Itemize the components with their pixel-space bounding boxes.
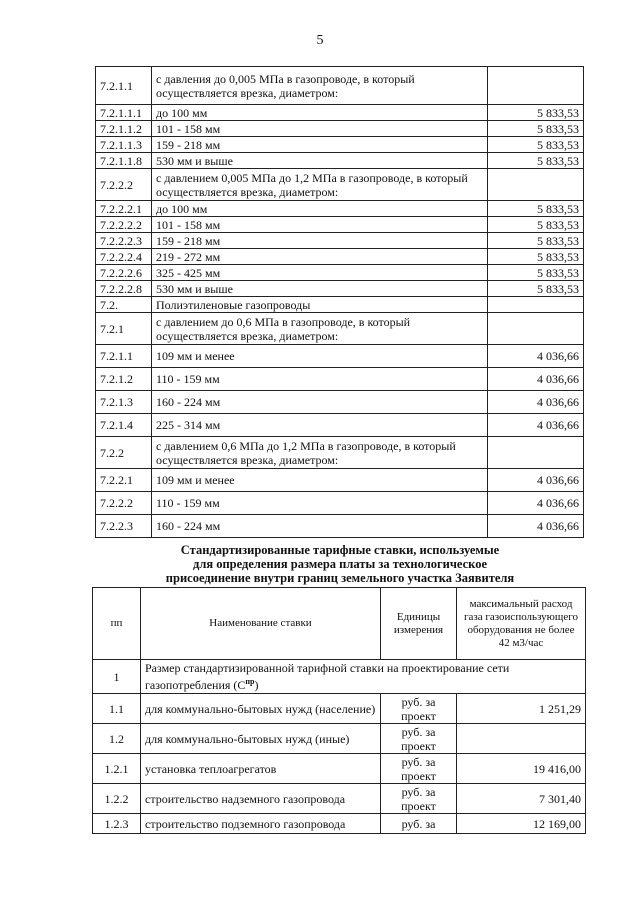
section-heading (90, 543, 590, 585)
row-description: 225 - 314 мм (152, 414, 488, 437)
row-name: установка теплоагрегатов (141, 754, 381, 784)
standardized-rates-table (92, 587, 586, 834)
row-code: 7.2.2 (96, 437, 152, 469)
table-row (93, 694, 586, 724)
row-value: 5 833,53 (488, 281, 584, 297)
row-code: 7.2.1.3 (96, 391, 152, 414)
row-code: 7.2.1.1.1 (96, 105, 152, 121)
row-code: 1 (93, 660, 141, 694)
row-description: до 100 мм (152, 105, 488, 121)
section-text-end: ) (254, 678, 259, 692)
row-description: 530 мм и выше (152, 153, 488, 169)
row-value (488, 169, 584, 201)
table-row (96, 368, 584, 391)
row-units: руб. за проект (381, 724, 457, 754)
row-value: 5 833,53 (488, 233, 584, 249)
row-description: 160 - 224 мм (152, 391, 488, 414)
row-value: 1 251,29 (457, 694, 586, 724)
row-code: 1.2.2 (93, 784, 141, 814)
row-name: строительство подземного газопровода (141, 814, 381, 834)
table-header-row (93, 588, 586, 660)
row-name: для коммунально-бытовых нужд (иные) (141, 724, 381, 754)
row-code: 7.2.2.2.4 (96, 249, 152, 265)
row-code: 7.2.2.2.6 (96, 265, 152, 281)
row-value: 4 036,66 (488, 391, 584, 414)
row-description: 530 мм и выше (152, 281, 488, 297)
table-row (96, 437, 584, 469)
row-description: Полиэтиленовые газопроводы (152, 297, 488, 313)
row-value: 12 169,00 (457, 814, 586, 834)
section-heading-line: Стандартизированные тарифные ставки, используемые (180, 543, 500, 557)
row-code: 7.2.1.1.3 (96, 137, 152, 153)
row-name: строительство надземного газопровода (141, 784, 381, 814)
row-description: 110 - 159 мм (152, 492, 488, 515)
row-units: руб. за проект (381, 754, 457, 784)
row-value (488, 67, 584, 105)
row-code: 7.2. (96, 297, 152, 313)
row-code: 7.2.1.4 (96, 414, 152, 437)
row-value: 4 036,66 (488, 515, 584, 538)
row-value: 5 833,53 (488, 249, 584, 265)
row-code: 7.2.2.2.8 (96, 281, 152, 297)
row-value: 4 036,66 (488, 469, 584, 492)
section-heading-line: присоединение внутри границ земельного участка Заявителя (165, 571, 515, 585)
row-description: 101 - 158 мм (152, 217, 488, 233)
row-description: 109 мм и менее (152, 469, 488, 492)
table-row (96, 121, 584, 137)
row-value (488, 437, 584, 469)
row-description: 160 - 224 мм (152, 515, 488, 538)
row-description: 109 мм и менее (152, 345, 488, 368)
header-units: Единицы измерения (381, 588, 457, 660)
table-row (96, 297, 584, 313)
table-row (96, 169, 584, 201)
table-row (96, 233, 584, 249)
row-code: 7.2.1.1.2 (96, 121, 152, 137)
table-row (93, 784, 586, 814)
row-value: 7 301,40 (457, 784, 586, 814)
row-value: 5 833,53 (488, 265, 584, 281)
row-value (457, 724, 586, 754)
row-value: 4 036,66 (488, 345, 584, 368)
row-units: руб. за проект (381, 694, 457, 724)
row-value: 5 833,53 (488, 217, 584, 233)
row-description: 325 - 425 мм (152, 265, 488, 281)
table-row (96, 345, 584, 368)
table-row (96, 217, 584, 233)
row-value: 4 036,66 (488, 414, 584, 437)
row-code: 7.2.1 (96, 313, 152, 345)
table-row (96, 67, 584, 105)
row-description: 159 - 218 мм (152, 233, 488, 249)
table-row (96, 201, 584, 217)
row-value: 5 833,53 (488, 137, 584, 153)
table-row (96, 313, 584, 345)
table-row (96, 492, 584, 515)
page-number: 5 (316, 33, 324, 48)
gas-pipeline-rates-table (95, 66, 584, 538)
row-code: 7.2.2.2.2 (96, 217, 152, 233)
row-description (141, 660, 586, 694)
table-row (96, 249, 584, 265)
row-description: 101 - 158 мм (152, 121, 488, 137)
table-row (96, 153, 584, 169)
table-row (93, 754, 586, 784)
row-code: 1.2.3 (93, 814, 141, 834)
row-code: 7.2.2.2.3 (96, 233, 152, 249)
header-name: Наименование ставки (141, 588, 381, 660)
table-row (93, 724, 586, 754)
row-value: 5 833,53 (488, 153, 584, 169)
row-code: 7.2.2.3 (96, 515, 152, 538)
header-pp: пп (93, 588, 141, 660)
header-rate: максимальный расход газа газоиспользующего оборудования не более 42 м3/час (457, 588, 586, 660)
row-description: 219 - 272 мм (152, 249, 488, 265)
section-heading-line: для определения размера платы за технологическое (193, 557, 487, 571)
row-units: руб. за (381, 814, 457, 834)
table-row (93, 814, 586, 834)
row-value (488, 313, 584, 345)
superscript: пр (245, 677, 255, 686)
table-row (96, 137, 584, 153)
row-description: 110 - 159 мм (152, 368, 488, 391)
row-value: 5 833,53 (488, 201, 584, 217)
table-row (96, 469, 584, 492)
row-code: 1.1 (93, 694, 141, 724)
row-code: 7.2.2.1 (96, 469, 152, 492)
row-code: 7.2.2.2 (96, 492, 152, 515)
table-row (96, 105, 584, 121)
row-code: 1.2.1 (93, 754, 141, 784)
row-code: 7.2.2.2.1 (96, 201, 152, 217)
table-row (96, 265, 584, 281)
table-row (96, 281, 584, 297)
row-description: с давлением 0,6 МПа до 1,2 МПа в газопроводе, в который осуществляется врезка, диаметром: (152, 437, 488, 469)
row-code: 7.2.1.1.8 (96, 153, 152, 169)
row-description: с давления до 0,005 МПа в газопроводе, в который осуществляется врезка, диаметром: (152, 67, 488, 105)
row-code: 7.2.1.1 (96, 345, 152, 368)
table-row (93, 660, 586, 694)
row-name: для коммунально-бытовых нужд (население) (141, 694, 381, 724)
row-description: с давлением 0,005 МПа до 1,2 МПа в газопроводе, в который осуществляется врезка, диаметром: (152, 169, 488, 201)
table-row (96, 414, 584, 437)
row-description: до 100 мм (152, 201, 488, 217)
row-description: с давлением до 0,6 МПа в газопроводе, в который осуществляется врезка, диаметром: (152, 313, 488, 345)
row-code: 1.2 (93, 724, 141, 754)
row-units: руб. за проект (381, 784, 457, 814)
row-value (488, 297, 584, 313)
table-row (96, 515, 584, 538)
section-text: Размер стандартизированной тарифной ставки на проектирование сети газопотребления (С (145, 661, 510, 692)
row-code: 7.2.2.2 (96, 169, 152, 201)
row-code: 7.2.1.2 (96, 368, 152, 391)
row-value: 4 036,66 (488, 492, 584, 515)
row-value: 4 036,66 (488, 368, 584, 391)
row-description: 159 - 218 мм (152, 137, 488, 153)
row-code: 7.2.1.1 (96, 67, 152, 105)
row-value: 5 833,53 (488, 121, 584, 137)
row-value: 19 416,00 (457, 754, 586, 784)
table-row (96, 391, 584, 414)
row-value: 5 833,53 (488, 105, 584, 121)
